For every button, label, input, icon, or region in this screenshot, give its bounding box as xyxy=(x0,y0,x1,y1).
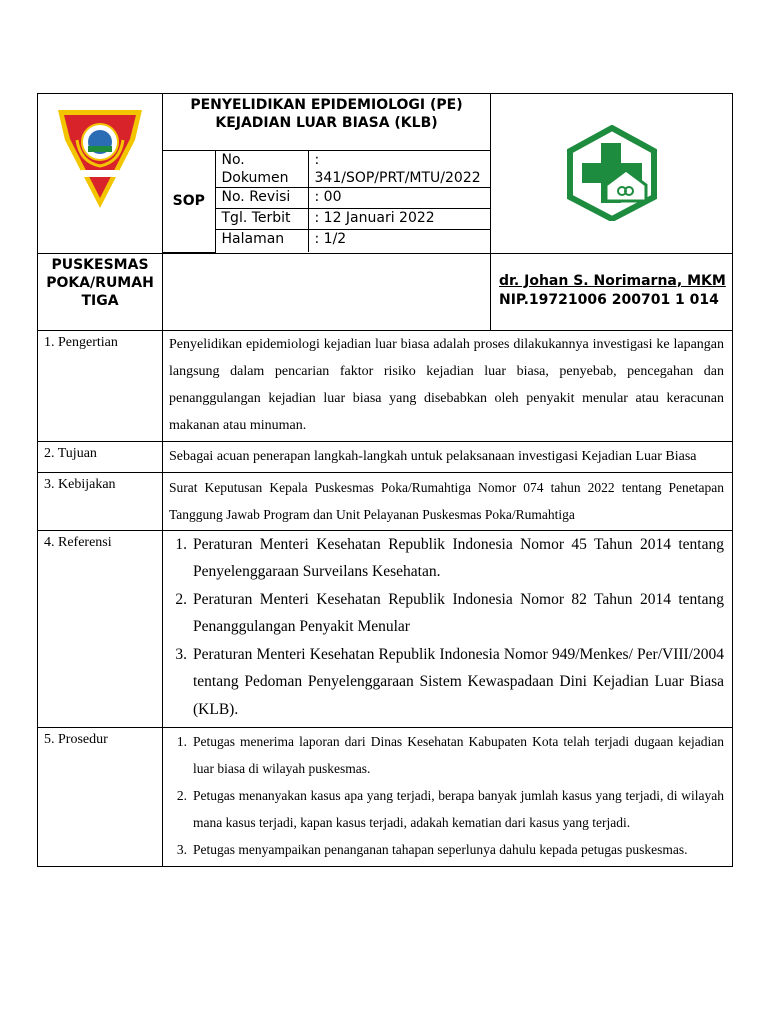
issue-date-value: : 12 Januari 2022 xyxy=(308,209,490,230)
section-label-pengertian: 1. Pengertian xyxy=(38,330,163,441)
regional-emblem-icon xyxy=(55,102,145,212)
section-label-tujuan: 2. Tujuan xyxy=(38,441,163,472)
section-text-kebijakan: Surat Keputusan Kepala Puskesmas Poka/Rumahtiga Nomor 074 tahun 2022 tentang Penetapan Tanggung Jawab Program dan Unit Pelayanan Puskesmas Poka/Rumahtiga xyxy=(163,472,733,530)
list-number: 1. xyxy=(175,535,187,553)
section-referensi-list xyxy=(163,530,733,728)
list-number: 3. xyxy=(176,842,187,857)
signer-nip: NIP.19721006 200701 1 014 xyxy=(499,291,719,308)
list-item xyxy=(163,836,724,863)
section-label-kebijakan: 3. Kebijakan xyxy=(38,472,163,530)
list-text: Petugas menyampaikan penanganan tahapan seperlunya dahulu kepada petugas puskesmas. xyxy=(193,842,688,857)
section-text-pengertian: Penyelidikan epidemiologi kejadian luar biasa adalah proses dilakukannya investigasi ke lapangan langsung dalam pencarian faktor risiko kejadian luar biasa, penyebab, pencegahan dan penanggulangan kejadian luar biasa yang disebabkan oleh penyakit menular atau keracunan makanan atau minuman. xyxy=(163,330,733,441)
list-item xyxy=(163,531,724,586)
doc-number-label: No. Dokumen xyxy=(215,151,308,188)
signature-blank xyxy=(163,253,491,330)
section-prosedur-list xyxy=(163,728,733,867)
revision-value: : 00 xyxy=(308,188,490,209)
revision-label: No. Revisi xyxy=(215,188,308,209)
section-label-referensi: 4. Referensi xyxy=(38,530,163,728)
list-number: 2. xyxy=(175,590,187,608)
puskesmas-logo-icon xyxy=(566,125,658,221)
list-text: Petugas menerima laporan dari Dinas Kesehatan Kabupaten Kota telah terjadi dugaan kejadian luar biasa di wilayah puskesmas. xyxy=(193,734,724,776)
list-item xyxy=(163,586,724,641)
signer-block xyxy=(491,253,733,330)
list-item xyxy=(163,728,724,782)
sop-label: SOP xyxy=(163,151,215,252)
regional-emblem-cell xyxy=(38,94,163,254)
list-text: Petugas menanyakan kasus apa yang terjadi, berapa banyak jumlah kasus yang terjadi, di wilayah mana kasus terjadi, kapan kasus terjadi, adakah kematian dari kasus yang terjadi. xyxy=(193,788,724,830)
doc-number-value: : 341/SOP/PRT/MTU/2022 xyxy=(308,151,490,188)
puskesmas-logo-cell xyxy=(491,94,733,254)
document-title-line2: KEJADIAN LUAR BIASA (KLB) xyxy=(215,115,438,131)
title-block xyxy=(163,94,491,254)
sop-document xyxy=(37,93,732,867)
issue-date-label: Tgl. Terbit xyxy=(215,209,308,230)
list-number: 3. xyxy=(175,645,187,663)
list-text: Peraturan Menteri Kesehatan Republik Indonesia Nomor 82 Tahun 2014 tentang Penanggulangan Penyakit Menular xyxy=(193,590,724,635)
section-label-prosedur: 5. Prosedur xyxy=(38,728,163,867)
document-title-line1: PENYELIDIKAN EPIDEMIOLOGI (PE) xyxy=(190,97,463,113)
list-number: 1. xyxy=(176,734,187,749)
list-text: Peraturan Menteri Kesehatan Republik Indonesia Nomor 949/Menkes/ Per/VIII/2004 tentang Pedoman Penyelenggaraan Sistem Kewaspadaan Dini Kejadian Luar Biasa (KLB). xyxy=(193,645,724,718)
list-item xyxy=(163,782,724,836)
section-text-tujuan: Sebagai acuan penerapan langkah-langkah untuk pelaksanaan investigasi Kejadian Luar Biasa xyxy=(163,441,733,472)
page-label: Halaman xyxy=(215,230,308,253)
signer-name: dr. Johan S. Norimarna, MKM xyxy=(499,272,726,289)
organization-name: PUSKESMAS POKA/RUMAH TIGA xyxy=(38,253,163,330)
page-value: : 1/2 xyxy=(308,230,490,253)
list-text: Peraturan Menteri Kesehatan Republik Indonesia Nomor 45 Tahun 2014 tentang Penyelenggaraan Surveilans Kesehatan. xyxy=(193,535,724,580)
list-number: 2. xyxy=(176,788,187,803)
list-item xyxy=(163,641,724,724)
